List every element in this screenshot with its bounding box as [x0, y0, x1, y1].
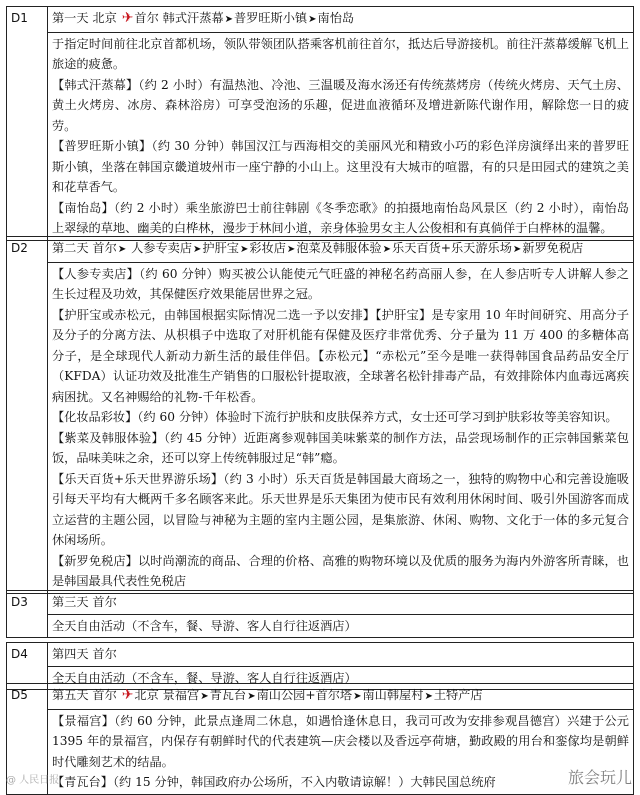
description-paragraph: 【化妆品彩妆】（约 60 分钟）体验时下流行护肤和皮肤保养方式，女士还可学习到护肤彩妆等美容知识。 [52, 410, 618, 424]
day-title-text: 彩妆店 [249, 241, 286, 255]
arrow-right-icon: ➤ [247, 691, 256, 702]
day-title-text: 护肝宝 [202, 241, 239, 255]
day-title [48, 7, 634, 33]
day-title [48, 684, 634, 710]
day-title-text: 泡菜及韩服体验 [296, 241, 382, 255]
day-title [48, 237, 634, 263]
description-paragraph: 全天自由活动（不含车，餐、导游、客人自行往返酒店） [52, 670, 357, 685]
day-title-text: 南山韩屋村 [362, 688, 424, 702]
watermark-left: @ 人民日报 [6, 775, 60, 786]
day-title-text: 第二天 首尔 [52, 241, 117, 255]
description-paragraph: 【青瓦台】（约 15 分钟，韩国政府办公场所，不入内敬请谅解！）大韩民国总统府 [52, 775, 496, 789]
arrow-right-icon: ➤ [239, 244, 249, 255]
airplane-icon: ✈ [121, 687, 134, 703]
description-paragraph: 【景福宫】（约 60 分钟，此景点逢周二休息，如遇恰逢休息日，我司可改为安排参观昌德宫）兴建于公元 1395 年的景福宫，内保存有朝鲜时代的代表建筑—庆会楼以及香远亭荷塘，勤政殿的用台和銮傢均是朝鲜时代雕刻艺术的结晶。 [52, 713, 629, 769]
day-title-text: 北京 景福宫 [134, 688, 200, 702]
description-paragraph: 全天自由活动（不含车，餐、导游、客人自行往返酒店） [52, 618, 357, 633]
airplane-icon: ✈ [121, 10, 134, 26]
arrow-right-icon: ➤ [200, 691, 209, 702]
description-paragraph: 【人参专卖店】（约 60 分钟）购买被公认能使元气旺盛的神秘名药高丽人参，在人参店听专人讲解人参之生长过程及功效，其保健医疗效果能居世界之冠。 [52, 266, 629, 301]
day-title-text: 普罗旺斯小镇 [234, 11, 308, 25]
day-title-text: 第四天 首尔 [52, 647, 117, 661]
arrow-right-icon: ➤ [193, 244, 202, 255]
day-code: D1 [7, 7, 48, 241]
day-title-text: 新罗免税店 [522, 241, 584, 255]
day-title-text: 青瓦台 [209, 688, 247, 702]
description-paragraph: 【韩式汗蒸幕】（约 2 小时）有温热池、冷池、三温暖及海水汤还有传统蒸烤房（传统火烤房、天气土房、黄土火烤房、冰房、森林浴房）可享受泡汤的乐趣，促进血液循环及增进新陈代谢作用，解除您一日的疲劳。 [52, 77, 629, 133]
arrow-right-icon: ➤ [424, 691, 433, 702]
arrow-right-icon: ➤ [353, 691, 362, 702]
day-title-text: 乐天百货+乐天游乐场 [392, 241, 512, 255]
description-paragraph: 【新罗免税店】以时尚潮流的商品、合理的价格、高雅的购物环境以及优质的服务为海内外游客所青睐，也是韩国最具代表性免税店 [52, 553, 629, 588]
day-title-text: 第一天 北京 [52, 11, 121, 25]
day-title [48, 643, 634, 667]
day-block-d3 [6, 590, 634, 638]
arrow-right-icon: ➤ [224, 14, 233, 25]
watermark-right: 旅会玩儿 [567, 768, 632, 787]
day-title-text: 第三天 首尔 [52, 595, 117, 609]
day-block-d1 [6, 6, 634, 241]
day-title-text: 第五天 首尔 [52, 688, 121, 702]
day-code: D3 [7, 591, 48, 638]
day-block-d5 [6, 683, 634, 795]
day-title-text: 土特产店 [433, 688, 483, 702]
day-title-text: 人参专卖店 [127, 241, 193, 255]
day-description [48, 614, 634, 638]
day-code: D4 [7, 643, 48, 690]
arrow-right-icon: ➤ [117, 244, 127, 255]
arrow-right-icon: ➤ [286, 244, 296, 255]
day-code: D2 [7, 237, 48, 594]
description-paragraph: 【乐天百货+乐天世界游乐场】（约 3 小时）乐天百货是韩国最大商场之一，独特的购物中心和完善设施吸引每天平均有大概两千多名顾客来此。乐天世界是乐天集团为使市民有效利用休闲时间、吸引外国游客而成立运营的主题公园，以冒险与神秘为主题的室内主题公园，是集旅游、休闲、购物、文化于一体的多元复合休闲场所。 [52, 471, 629, 547]
day-code: D5 [7, 684, 48, 795]
description-paragraph: 【紫菜及韩服体验】（约 45 分钟）近距离参观韩国美味紫菜的制作方法，品尝现场制作的正宗韩国紫菜包饭，品味美味之余，还可以穿上传统韩服过足“韩”瘾。 [52, 430, 629, 465]
description-paragraph: 【南怡岛】（约 2 小时）乘坐旅游巴士前往韩剧《冬季恋歌》的拍摄地南怡岛风景区（约 2 小时），南怡岛上翠绿的草地、幽美的白桦林，漫步于林间小道，亲身体验男女主人公俊相和有真倘佯于白桦林的温馨。 [52, 200, 629, 235]
description-paragraph: 【护肝宝或赤松元，由韩国根据实际情况二选一予以安排】【护肝宝】是专家用 10 年时间研究、用高分子及分子的分离方法、从枳椇子中选取了对肝机能有保健及医疗非常优秀、分子量为 11 万 400 的多糖体高分子，是全球现代人新动力新生活的最佳伴侣。【赤松元】“赤松元”至今是唯一获得韩国食品药品安全厅（KFDA）认证功效及批准生产销售的口服松针提取液，全球著名松针排毒产品，有效排除体内血毒远离疾病困扰。又名神赐给的礼物-千年松香。 [52, 307, 629, 404]
day-description [48, 32, 634, 240]
day-title [48, 591, 634, 615]
arrow-right-icon: ➤ [308, 14, 317, 25]
day-title-text: 南山公园+首尔塔 [256, 688, 353, 702]
day-description [48, 709, 634, 794]
arrow-right-icon: ➤ [382, 244, 392, 255]
day-description [48, 262, 634, 593]
arrow-right-icon: ➤ [512, 244, 522, 255]
day-title-text: 南怡岛 [317, 11, 355, 25]
description-paragraph: 【普罗旺斯小镇】（约 30 分钟）韩国汉江与西海相交的美丽风光和精致小巧的彩色洋房演绎出来的普罗旺斯小镇，坐落在韩国京畿道坡州市一座宁静的小山上。这里没有大城市的喧嚣，有的只是田园式的建筑之美和花草香气。 [52, 139, 629, 194]
description-paragraph: 于指定时间前往北京首都机场，领队带领团队搭乘客机前往首尔，抵达后导游接机。前往汗蒸幕缓解飞机上旅途的疲惫。 [52, 36, 629, 71]
day-title-text: 首尔 韩式汗蒸幕 [134, 11, 224, 25]
day-block-d2 [6, 236, 634, 594]
